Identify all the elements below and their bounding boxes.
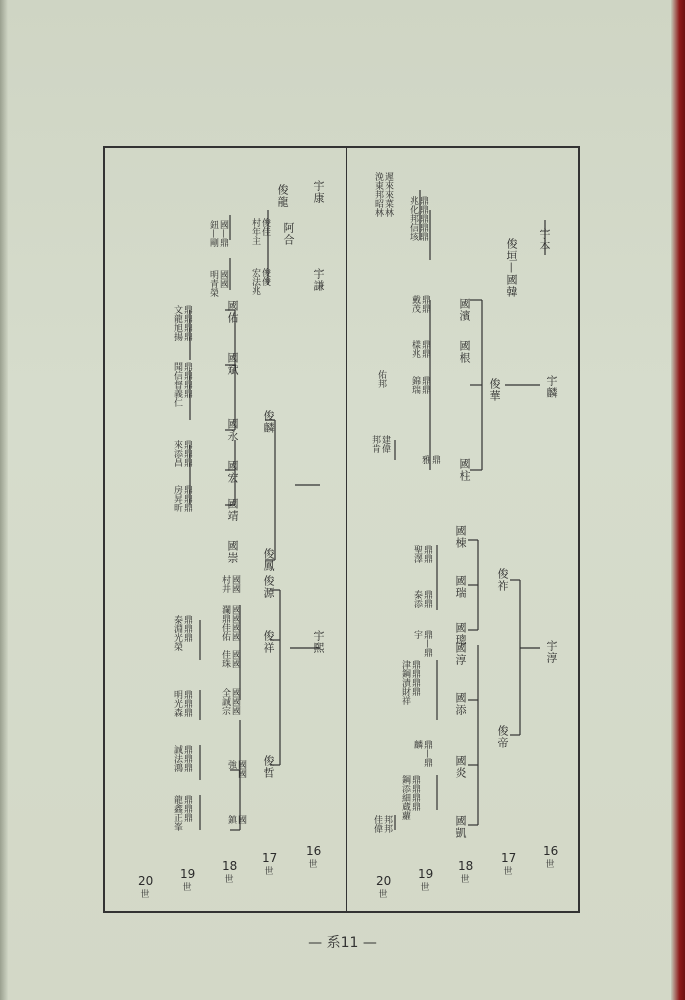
left-root-a-g18-1: 國—鼎 鈕—剛 [208,220,228,247]
right-root-c-child-a: 俊祚 [496,568,509,592]
left-root-b-g19-1: 鼎鼎鼎鼎 文龍旭揚 [172,305,192,341]
left-root-c-g19-3: 鼎鼎鼎 誠法鴻 [172,745,192,772]
left-root-b-g18-1: 國佑 [226,300,239,324]
right-root-b-g18-1: 國濱 [458,298,471,322]
right-root-c-name: 宇淳 [545,640,558,664]
right-root-a-top: 遲來來菜林 浼東邦昭林 [373,172,393,217]
left-root-c-g18-6: 國 鎮 [226,815,246,824]
left-root-a-g17-2: 俊俊 宏法兆 [250,268,270,295]
left-root-c-g19-4: 鼎鼎鼎 龍鑫正峯 [172,795,192,831]
left-root-a-g17-1: 俊佳 村年主 [250,218,270,245]
left-root-c-g17-1: 俊源 [262,575,275,599]
left-root-c-g18-5: 國國 強 [226,760,246,778]
right-gen-17: 17 世 [501,851,517,877]
right-root-c-g18-3: 國璁 [454,622,467,646]
left-root-c-g17-3: 俊哲 [262,755,275,779]
right-root-b-g18-3: 國柱 [458,458,471,482]
left-root-c-g19-2: 鼎鼎鼎 明光森 [172,690,192,717]
left-root-b-g18-6: 國崇 [226,540,239,564]
left-root-a-g18-2: 國國 明青榮 [208,270,228,297]
right-root-b-g19-2: 鼎鼎 樣兆 [410,340,430,358]
left-root-c-g18-2: 國國國國 瀾鼎佳佑 [220,605,240,641]
right-root-c-g19-2: 鼎鼎 泰添 [412,590,432,608]
left-gen-18: 18 世 [222,859,238,885]
left-root-b-g17-1: 俊麟 [262,410,275,434]
right-gen-18: 18 世 [458,859,474,885]
left-root-c-g19-1: 鼎鼎鼎 泰淵光榮 [172,615,192,651]
right-root-b-g20-2: 建偉 邦肯 [370,435,390,453]
right-root-c-g18-5: 國添 [454,692,467,716]
right-root-b-g19-4: 鼎 雅 [420,455,440,464]
left-root-b-g19-3: 鼎鼎鼎 來添昌 [172,440,192,467]
left-root-a-child: 俊龍 [276,184,289,208]
left-root-b-g19-4: 鼎鼎鼎 房昇昕 [172,485,192,512]
right-gen-16: 16 世 [543,844,559,870]
right-root-c-g18-7: 國凱 [454,815,467,839]
left-root-c-name: 宇熙 [312,630,325,654]
left-root-b-g18-3: 國永 [226,418,239,442]
right-root-c-g19-4: 鼎鼎鼎鼎 津鋼漬財祥 [400,660,420,705]
right-root-b-g19-1: 鼎鼎 戴茂 [410,295,430,313]
right-root-c-g18-2: 國瑞 [454,575,467,599]
right-root-c-child-b: 俊帝 [496,725,509,749]
right-root-c-g18-1: 國棟 [454,525,467,549]
left-gen-19: 19 世 [180,867,196,893]
right-root-c-g20-1: 邦邦 佳偉 [372,815,392,833]
right-root-b-g20-1: 佑邦 [376,370,386,388]
right-root-b-g18-2: 國根 [458,340,471,364]
left-root-b-g17-2: 俊鳳 [262,548,275,572]
right-root-a-line: 俊垣—國韓 [505,238,518,298]
right-root-b-g19-3: 鼎鼎 錦瑞 [410,376,430,394]
right-gen-19: 19 世 [418,867,434,893]
left-gen-20: 20 世 [138,874,154,900]
right-root-c-g18-4: 國淳 [454,642,467,666]
left-gen-16: 16 世 [306,844,322,870]
right-root-c-g19-3: 鼎—鼎 宇 [412,630,432,657]
left-root-b-name: 宇謙 [312,268,325,292]
left-root-b-g19-2: 鼎鼎鼎鼎 聞信督義仁 [172,362,192,407]
right-root-c-g19-6: 鼎鼎鼎鼎 鋼添細蔵蘿 [400,775,420,820]
right-root-c-g19-1: 鼎鼎 聖澤 [412,545,432,563]
page-number: — 系11 — [308,935,377,951]
left-root-c-g17-2: 俊祥 [262,630,275,654]
right-gen-20: 20 世 [376,874,392,900]
left-root-b-g18-5: 國靖 [226,498,239,522]
right-root-c-g19-5: 鼎—鼎 麟 [412,740,432,767]
right-root-b-child: 俊華 [488,378,501,402]
left-root-b-g18-2: 國斌 [226,352,239,376]
left-root-c-g18-4: 國國國 全誠宗 [220,688,240,715]
right-root-a-descendants: 鼎鼎鼎鼎鼎 兆化邦信垓 [408,196,428,241]
left-root-c-g18-1: 國國 村井 [220,575,240,593]
left-root-c-g18-3: 國國 佳珠 [220,650,240,668]
right-root-a-name: 宇本 [538,228,551,252]
right-root-b-name: 宇麟 [545,375,558,399]
left-root-a-name: 宇康 [312,180,325,204]
left-gen-17: 17 世 [262,851,278,877]
right-root-c-g18-6: 國炎 [454,755,467,779]
left-root-b-g18-4: 國宏 [226,460,239,484]
left-root-a-extra: 阿合 [282,222,295,246]
